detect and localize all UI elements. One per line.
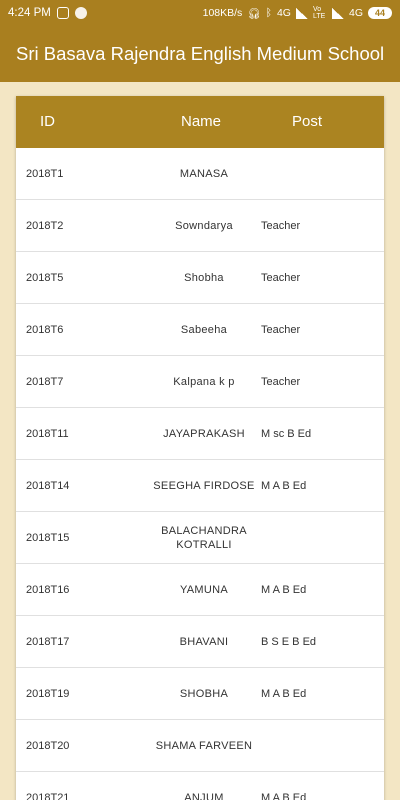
row-post: Teacher [261,271,301,284]
row-id: 2018T21 [26,791,70,800]
row-post: M A B Ed [261,479,307,492]
table-row[interactable] [16,148,384,200]
row-id: 2018T1 [26,167,64,180]
battery-icon [368,7,392,19]
row-id: 2018T5 [26,271,64,284]
signal-icon [296,8,308,19]
staff-table [16,96,384,800]
row-post: Teacher [261,219,301,232]
row-post: M A B Ed [261,791,307,800]
row-name: SHOBHA [179,687,229,700]
row-id: 2018T6 [26,323,64,336]
headphones-icon: 🎧︎ [247,7,261,20]
app-bar [0,26,400,82]
table-row[interactable] [16,304,384,356]
row-name: ANJUM [184,791,224,800]
row-name: JAYAPRAKASH [163,427,245,440]
table-row[interactable] [16,616,384,668]
row-name: BALACHANDRA KOTRALLI [161,524,247,551]
row-id: 2018T14 [26,479,70,492]
network-type-1: 4G [276,7,291,19]
header-id: ID [40,113,55,130]
row-post: B S E B Ed [261,635,317,648]
header-post: Post [292,113,323,130]
row-id: 2018T11 [26,427,69,440]
row-id: 2018T7 [26,375,64,388]
network-speed: 108KB/s [202,7,243,19]
table-row[interactable] [16,668,384,720]
table-row[interactable] [16,720,384,772]
row-id: 2018T2 [26,219,64,232]
table-row[interactable] [16,408,384,460]
row-id: 2018T20 [26,739,70,752]
row-id: 2018T19 [26,687,70,700]
signal-icon-2 [332,8,344,19]
battery-level: 44 [374,8,385,18]
app-title: Sri Basava Rajendra English Medium School [16,43,385,64]
row-id: 2018T16 [26,583,70,596]
status-time: 4:24 PM [8,7,51,19]
table-row[interactable] [16,200,384,252]
table-row[interactable] [16,252,384,304]
row-name: BHAVANI [179,635,229,648]
table-row[interactable] [16,772,384,800]
row-name: Kalpana k p [173,375,235,388]
row-id: 2018T15 [26,531,70,544]
table-row[interactable] [16,356,384,408]
table-row[interactable] [16,512,384,564]
table-row[interactable] [16,564,384,616]
row-name: SEEGHA FIRDOSE [153,479,255,492]
row-post: Teacher [261,375,301,388]
row-name: MANASA [179,167,229,180]
row-post: M A B Ed [261,687,307,700]
bluetooth-icon: ᛒ [265,7,272,19]
table-body [16,148,384,800]
row-id: 2018T17 [26,635,70,648]
status-bar [0,0,400,26]
row-name: Sabeeha [180,323,228,336]
volte-label: Vo LTE [312,6,326,20]
network-type-2: 4G [348,7,363,19]
table-header [16,96,384,148]
app-notification-icon [75,7,87,19]
row-post: Teacher [261,323,301,336]
row-name: Shobha [184,271,224,284]
row-post: M sc B Ed [261,427,312,440]
row-name: YAMUNA [179,583,229,596]
gallery-notification-icon [57,7,69,19]
table-row[interactable] [16,460,384,512]
row-name: SHAMA FARVEEN [155,739,253,752]
row-post: M A B Ed [261,583,307,596]
header-name: Name [181,113,222,130]
row-name: Sowndarya [175,219,233,232]
